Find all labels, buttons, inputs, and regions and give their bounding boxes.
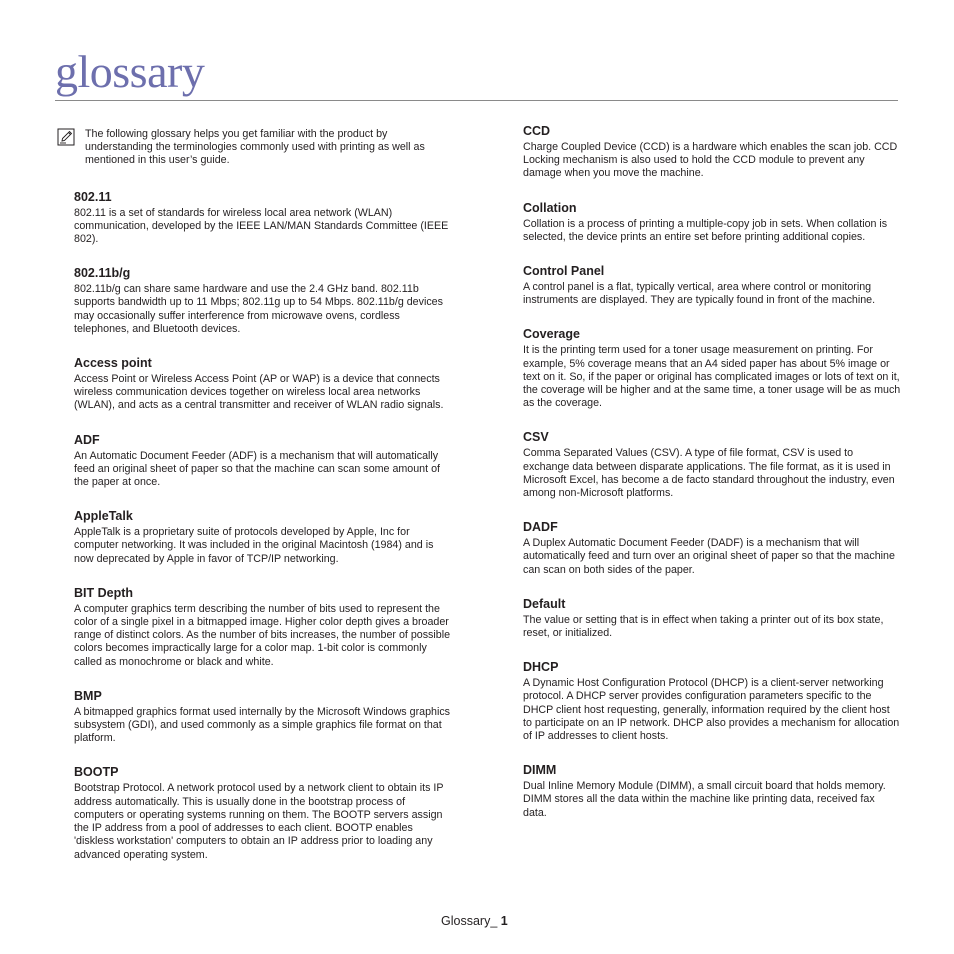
glossary-entry: [74, 509, 452, 566]
glossary-entry: [74, 765, 452, 861]
glossary-entry: [523, 201, 901, 244]
glossary-entry: [74, 356, 452, 413]
intro-text: The following glossary helps you get familiar with the product by understanding the terminologies commonly used with printing as well as mentioned in this user’s guide.: [85, 128, 425, 167]
glossary-definition: 802.11 is a set of standards for wireless local area network (WLAN) communication, developed by the IEEE LAN/MAN Standards Committee (IEEE 802).: [74, 206, 449, 246]
glossary-term: DIMM: [523, 763, 557, 778]
glossary-entry: [523, 763, 901, 820]
glossary-definition: Charge Coupled Device (CCD) is a hardware which enables the scan job. CCD Locking mechanism is also used to hold the CCD module to prevent any damage when you move the machine.: [523, 141, 898, 180]
glossary-definition: A control panel is a flat, typically vertical, area where control or monitoring instruments are displayed. They are typically found in front of the machine.: [523, 281, 876, 307]
glossary-definition: Access Point or Wireless Access Point (AP or WAP) is a device that connects wireless communication devices together on wireless local area networks (WLAN), and acts as a central transmitter and receiver of WLAN radio signals.: [74, 373, 444, 412]
glossary-definition: Dual Inline Memory Module (DIMM), a small circuit board that holds memory. DIMM stores all the data within the machine like printing data, received fax data.: [523, 780, 886, 819]
glossary-term: DHCP: [523, 660, 559, 675]
glossary-entry: [523, 327, 901, 410]
glossary-term: Access point: [74, 356, 152, 371]
glossary-entry: [523, 430, 901, 500]
glossary-term: ADF: [74, 432, 100, 447]
page-number: 1: [500, 914, 508, 928]
glossary-entry: [74, 190, 452, 247]
glossary-entry: [74, 689, 452, 746]
glossary-definition: An Automatic Document Feeder (ADF) is a mechanism that will automatically feed an original sheet of paper so that the machine can scan some amount of the paper at once.: [74, 449, 440, 489]
glossary-definition: 802.11b/g can share same hardware and use the 2.4 GHz band. 802.11b supports bandwidth up to 11 Mbps; 802.11g up to 54 Mbps. 802.11b/g devices may occasionally suffer interference from microwave ovens, cordless telephones, and Bluetooth devices.: [74, 283, 443, 335]
glossary-definition: The value or setting that is in effect when taking a printer out of its box state, reset, or initialized.: [523, 613, 884, 640]
glossary-entry: [523, 660, 901, 743]
glossary-definition: A Dynamic Host Configuration Protocol (DHCP) is a client-server networking protocol. A DHCP server provides configuration parameters specific to the DHCP client host requesting, generally, information required by the client host to participate on an IP network. DHCP also provides a mechanism for allocation of IP addresses to client hosts.: [523, 677, 900, 743]
glossary-term: AppleTalk: [74, 509, 133, 524]
glossary-definition: AppleTalk is a proprietary suite of protocols developed by Apple, Inc for computer networking. It was included in the original Macintosh (1984) and is now deprecated by Apple in favor of TCP/IP networking.: [74, 526, 434, 565]
glossary-definition: It is the printing term used for a toner usage measurement on printing. For example, 5% coverage means that an A4 sided paper has about 5% image or text on it. So, if the paper or original has complicated images or lots of text on it, the coverage will be higher and at the same time, a toner usage will be as much as the coverage.: [523, 344, 901, 410]
note-pencil-icon: [57, 128, 75, 146]
glossary-term: CSV: [523, 430, 549, 445]
glossary-term: Default: [523, 596, 566, 611]
glossary-entry: [74, 586, 452, 669]
glossary-entry: [523, 264, 901, 307]
left-entries: [74, 190, 452, 862]
right-entries: [523, 124, 901, 820]
glossary-term: BIT Depth: [74, 585, 134, 600]
glossary-definition: A bitmapped graphics format used internally by the Microsoft Windows graphics subsystem (GDI), and used commonly as a simple graphics file format on that platform.: [74, 705, 451, 745]
glossary-term: BOOTP: [74, 765, 119, 780]
glossary-entry: [523, 124, 901, 181]
footer-label: Glossary_: [441, 914, 498, 928]
glossary-term: 802.11b/g: [74, 266, 131, 281]
glossary-entry: [523, 597, 901, 640]
glossary-definition: A Duplex Automatic Document Feeder (DADF) is a mechanism that will automatically feed and turn over an original sheet of paper so that the machine can scan on both sides of the paper.: [523, 537, 895, 576]
glossary-definition: Comma Separated Values (CSV). A type of file format, CSV is used to exchange data between disparate applications. The file format, as it is used in Microsoft Excel, has become a de facto standard throughout the industry, even among non-Microsoft platforms.: [523, 447, 895, 500]
glossary-term: CCD: [523, 124, 551, 138]
page-footer: [441, 914, 508, 928]
glossary-term: DADF: [523, 520, 558, 535]
glossary-definition: Bootstrap Protocol. A network protocol used by a network client to obtain its IP address automatically. This is usually done in the bootstrap process of computers or operating systems running on them. The BOOTP servers assign the IP address from a pool of addresses to each client. BOOTP enables 'diskless workstation' computers to obtain an IP address prior to loading any advanced operating system.: [74, 782, 444, 861]
glossary-term: Collation: [523, 200, 577, 215]
glossary-term: Coverage: [523, 327, 580, 342]
glossary-definition: A computer graphics term describing the number of bits used to represent the color of a single pixel in a bitmapped image. Higher color depth gives a broader range of distinct colors. As the number of bits increases, the number of possible colors becomes impractically large for a color map. 1-bit color is commonly called as monochrome or black and white.: [74, 602, 451, 668]
glossary-term: Control Panel: [523, 264, 605, 279]
title-divider: [55, 100, 898, 101]
glossary-entry: [74, 433, 452, 490]
glossary-entry: [523, 520, 901, 577]
glossary-definition: Collation is a process of printing a multiple-copy job in sets. When collation is selected, the device prints an entire set before printing additional copies.: [523, 217, 888, 243]
glossary-entry: [74, 266, 452, 336]
right-column: [523, 124, 901, 820]
left-column: [74, 124, 452, 862]
glossary-term: BMP: [74, 688, 102, 703]
glossary-term: 802.11: [74, 189, 112, 204]
page-title: glossary: [55, 46, 205, 97]
